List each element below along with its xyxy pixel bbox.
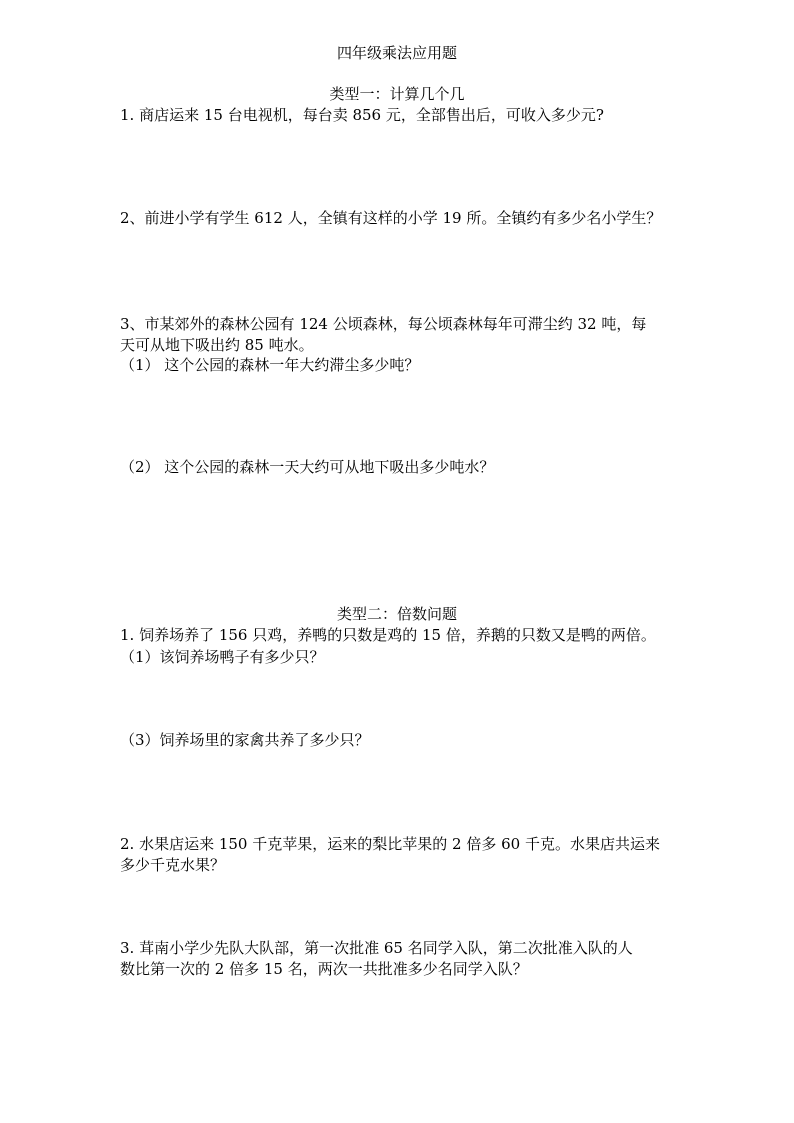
question-2-2-line2: 多少千克水果？ bbox=[120, 856, 226, 874]
question-1-3-sub1: （1） 这个公园的森林一年大约滞尘多少吨？ bbox=[120, 356, 420, 374]
section1-heading: 类型一：计算几个几 bbox=[329, 85, 465, 103]
question-2-1-sub3: （3）饲养场里的家禽共养了多少只？ bbox=[120, 731, 370, 749]
question-1-3-line1: 3、市某郊外的森林公园有 124 公顷森林，每公顷森林每年可滞尘约 32 吨，每 bbox=[120, 315, 647, 333]
question-2-3-line2: 数比第一次的 2 倍多 15 名，两次一共批准多少名同学入队？ bbox=[120, 960, 528, 978]
question-1-1: 1. 商店运来 15 台电视机，每台卖 856 元，全部售出后，可收入多少元? bbox=[120, 106, 604, 124]
section2-heading: 类型二：倍数问题 bbox=[336, 605, 457, 623]
question-1-3-line2: 天可从地下吸出约 85 吨水。 bbox=[120, 336, 314, 354]
question-1-2: 2、前进小学有学生 612 人，全镇有这样的小学 19 所。全镇约有多少名小学生？ bbox=[120, 209, 662, 227]
question-2-2-line1: 2. 水果店运来 150 千克苹果，运来的梨比苹果的 2 倍多 60 千克。水果店共运来 bbox=[120, 835, 660, 853]
question-2-1: 1. 饲养场养了 156 只鸡，养鸭的只数是鸡的 15 倍，养鹅的只数又是鸭的两倍。 bbox=[120, 626, 656, 644]
question-2-1-sub1: （1）该饲养场鸭子有多少只？ bbox=[120, 648, 325, 666]
question-2-3-line1: 3. 茸南小学少先队大队部，第一次批准 65 名同学入队，第二次批准入队的人 bbox=[120, 939, 633, 957]
question-1-3-sub2: （2） 这个公园的森林一天大约可从地下吸出多少吨水？ bbox=[120, 458, 495, 476]
page-title: 四年级乘法应用题 bbox=[336, 44, 457, 62]
